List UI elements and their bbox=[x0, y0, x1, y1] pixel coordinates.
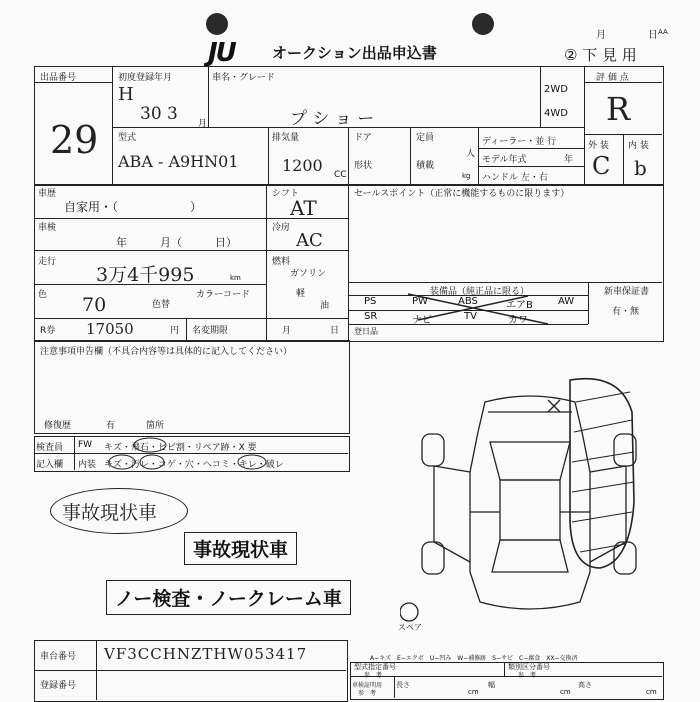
load-label: 積載 bbox=[416, 161, 435, 171]
damage-mark-x bbox=[548, 400, 560, 412]
equip-abs[interactable]: ABS bbox=[458, 296, 478, 307]
door-label: ドア bbox=[354, 133, 372, 143]
mileage-label: 走行 bbox=[38, 257, 57, 267]
exterior-label: 外 装 bbox=[588, 141, 609, 151]
model-type-value[interactable]: ABA - A9HN01 bbox=[118, 152, 239, 171]
left-side-panel bbox=[434, 466, 470, 562]
spare-tire bbox=[400, 603, 418, 621]
displacement-value[interactable]: 1200 bbox=[282, 156, 323, 175]
accident-handwritten: 事故現状車 bbox=[62, 502, 158, 524]
day-label: 日 bbox=[648, 30, 658, 41]
windshield bbox=[490, 442, 570, 480]
fuel-gasoline[interactable]: ガソリン bbox=[290, 269, 327, 279]
rear-window bbox=[492, 540, 568, 572]
handle-label: ハンドル 左・右 bbox=[482, 173, 548, 183]
registration-date-label: 登日品 bbox=[354, 327, 378, 336]
height-unit: cm bbox=[646, 688, 657, 696]
lot-no-label: 出品番号 bbox=[40, 73, 77, 83]
equip-navi[interactable]: ナビ bbox=[412, 315, 432, 326]
mileage-value[interactable]: 3万4千995 bbox=[96, 264, 195, 286]
height-label: 高さ bbox=[578, 681, 592, 689]
exterior-value[interactable]: C bbox=[592, 152, 611, 180]
car-body-outline bbox=[470, 396, 590, 609]
history-label: 車歴 bbox=[38, 189, 57, 199]
month-label: 月 bbox=[596, 30, 606, 41]
first-reg-era[interactable]: H bbox=[118, 84, 134, 105]
equip-ps[interactable]: PS bbox=[364, 296, 377, 307]
equip-leather[interactable]: カワ bbox=[508, 315, 528, 326]
km-unit: km bbox=[230, 274, 241, 282]
repair-location[interactable]: 箇所 bbox=[146, 421, 165, 431]
color-code-label: カラーコード bbox=[196, 290, 251, 300]
history-value[interactable]: 自家用・（ ） bbox=[64, 200, 203, 214]
model-year-unit: 年 bbox=[564, 155, 574, 165]
equip-aw[interactable]: AW bbox=[558, 296, 575, 307]
warranty-options[interactable]: 有・無 bbox=[612, 307, 640, 317]
damage-legend: A−キズ E−エクボ U−凹み W−補修跡 S−サビ C−腐食 XX−交換済 bbox=[370, 655, 578, 662]
interior-items[interactable]: キズ・汚レ・コゲ・穴・ヘコミ・キレ・破レ bbox=[104, 460, 284, 470]
punch-hole-right bbox=[472, 13, 494, 35]
color-value[interactable]: 70 bbox=[82, 294, 107, 316]
yen-unit: 円 bbox=[170, 326, 180, 336]
entry-label: 記入欄 bbox=[36, 460, 64, 470]
width-label: 幅 bbox=[488, 681, 495, 689]
width-unit: cm bbox=[560, 688, 571, 696]
length-label: 長さ bbox=[396, 681, 410, 689]
first-reg-label: 初度登録年月 bbox=[118, 73, 173, 83]
model-year-label: モデル年式 bbox=[482, 155, 527, 165]
spare-label: スペア bbox=[398, 623, 422, 632]
fw-label: FW bbox=[78, 440, 93, 450]
equip-sr[interactable]: SR bbox=[364, 311, 378, 322]
model-name-value[interactable]: プ シ ョ ー bbox=[290, 109, 375, 129]
model-type-label: 型式 bbox=[118, 133, 137, 143]
equipment-strike-marks bbox=[348, 284, 588, 328]
aa-label: AA bbox=[658, 28, 668, 36]
shape-label: 形状 bbox=[354, 161, 373, 171]
inspection-label: 車検 bbox=[38, 223, 57, 233]
name-expiry-month: 月 bbox=[282, 326, 292, 336]
model-name-label: 車名・グレード bbox=[212, 73, 276, 83]
cert-label: 車検証明用 bbox=[352, 682, 383, 689]
lot-no-value[interactable]: 29 bbox=[50, 118, 99, 162]
punch-hole-left bbox=[206, 13, 228, 35]
new-car-warranty-label: 新車保証書 bbox=[604, 287, 650, 297]
cc-unit: CC bbox=[334, 170, 347, 180]
no-claim-stamp: ノー検査・ノークレーム車 bbox=[106, 580, 351, 615]
roof bbox=[500, 480, 560, 540]
fw-items[interactable]: キズ・飛石・ヒビ割・リペア跡・X 要 bbox=[104, 443, 257, 453]
copy-label: ② 下 見 用 bbox=[564, 46, 637, 64]
color-label: 色 bbox=[38, 290, 48, 300]
repair-history-label: 修復歴 bbox=[44, 421, 72, 431]
first-reg-value[interactable]: 30 3 bbox=[140, 104, 178, 124]
drive-4wd[interactable]: 4WD bbox=[544, 108, 568, 119]
car-diagram bbox=[400, 372, 660, 628]
rating-value[interactable]: R bbox=[606, 90, 631, 128]
notes-label: 注意事項申告欄（不具合内容等は具体的に記入してください） bbox=[40, 347, 293, 357]
damage-hatch-lines bbox=[572, 392, 634, 552]
length-unit: cm bbox=[468, 688, 479, 696]
recycle-label: R券 bbox=[40, 326, 56, 336]
type-designation-reference: 参 考 bbox=[364, 672, 383, 679]
damage-hatch-outline bbox=[570, 379, 634, 568]
fuel-label: 燃料 bbox=[272, 257, 291, 267]
inspector-label: 検査員 bbox=[36, 443, 64, 453]
entry-circle-marks bbox=[100, 436, 280, 472]
shift-value[interactable]: AT bbox=[290, 196, 317, 220]
sales-point-label: セールスポイント（正常に機能するものに限ります） bbox=[354, 189, 570, 199]
type-designation-label: 型式指定番号 bbox=[354, 663, 396, 671]
category-reference: 参 考 bbox=[518, 672, 537, 679]
equip-airbag[interactable]: エアB bbox=[506, 300, 533, 311]
accident-stamp: 事故現状車 bbox=[184, 532, 297, 565]
reg-no-label: 登録番号 bbox=[40, 681, 77, 691]
equip-pw[interactable]: PW bbox=[412, 296, 428, 307]
displacement-label: 排気量 bbox=[272, 133, 300, 143]
form-title: オークション出品申込書 bbox=[272, 44, 437, 62]
fuel-oil[interactable]: 油 bbox=[320, 301, 330, 311]
capacity-label: 定員 bbox=[416, 133, 435, 143]
fuel-light[interactable]: 軽 bbox=[296, 289, 306, 299]
cert-reference: 参 考 bbox=[358, 690, 377, 697]
drive-2wd[interactable]: 2WD bbox=[544, 84, 568, 95]
person-unit: 人 bbox=[466, 149, 476, 159]
repair-yes[interactable]: 有 bbox=[106, 421, 116, 431]
vin-value[interactable]: VF3CCHNZTHW053417 bbox=[104, 645, 308, 663]
ju-logo: JU bbox=[208, 38, 235, 68]
vin-label: 車台番号 bbox=[40, 652, 77, 662]
front-left-wheel bbox=[422, 434, 444, 466]
interior-value[interactable]: b bbox=[634, 156, 647, 180]
dealer-label: ディーラー・並 行 bbox=[482, 137, 557, 147]
name-expiry-label: 名変期限 bbox=[192, 326, 229, 336]
rating-label: 評 価 点 bbox=[596, 73, 629, 83]
aircon-value[interactable]: AC bbox=[296, 230, 323, 251]
kg-unit: kg bbox=[462, 172, 471, 180]
color-change-label: 色替 bbox=[152, 300, 171, 310]
interior-label: 内 装 bbox=[628, 141, 649, 151]
equip-tv[interactable]: TV bbox=[464, 311, 477, 322]
shift-label: シフト bbox=[272, 189, 300, 199]
rear-left-wheel bbox=[422, 542, 444, 574]
inspection-value[interactable]: 年 月（ 日） bbox=[116, 236, 237, 249]
equipment-label: 装備品（純正品に限る） bbox=[430, 287, 530, 297]
name-expiry-day: 日 bbox=[330, 326, 340, 336]
recycle-value[interactable]: 17050 bbox=[86, 320, 134, 338]
first-reg-month-unit: 月 bbox=[198, 119, 208, 129]
aircon-label: 冷房 bbox=[272, 223, 291, 233]
interior-items-label: 内装 bbox=[78, 460, 97, 470]
category-label: 類別区分番号 bbox=[508, 663, 550, 671]
